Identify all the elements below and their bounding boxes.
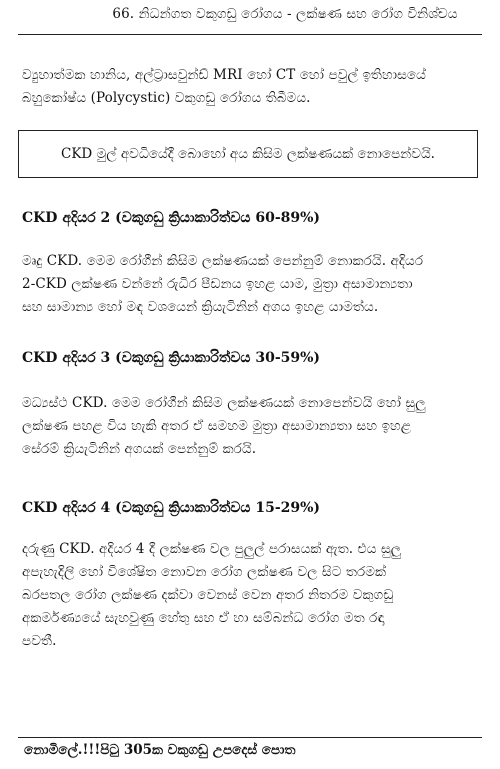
stage-4-line-2: අපැහැදිලි හෝ විශේෂිත නොවන රෝග ලක්ෂණ වල සිට තරමක් (22, 564, 387, 580)
stage-3-paragraph (22, 392, 474, 461)
stage-3-line-1: මධ්‍යස්ථ CKD. මෙම රෝගීන් කිසිම ලක්ෂණයක් නොපෙන්වයි හෝ සුලු (22, 395, 426, 411)
header-divider (18, 34, 482, 35)
stage-4-line-3: බරපතල රෝග ලක්ෂණ දක්වා වෙනස් වෙන අතර නිතරම වකුගඩු (22, 587, 394, 603)
stage-2-line-3: සහ සාමාන්‍ය හෝ මඳ වශයෙන් ක්‍රියැටිනින් අගය ඉහළ යාමත්ය. (22, 299, 379, 315)
stage-2-paragraph (22, 250, 474, 319)
stage-4-line-4: අකර්මණ්‍යයේ සැහවුණු හේතු සහ ඒ හා සම්බන්ධ රෝග මත රඳා (22, 610, 385, 626)
intro-paragraph (22, 64, 474, 110)
stage-3-line-2: ලක්ෂණ පහළ විය හැකි අතර ඒ සමහම මුත්‍රා අසාමාන්‍යතා සහ ඉහළ (22, 418, 412, 434)
callout-box (18, 130, 478, 178)
stage-3-line-3: සේරම් ක්‍රියැටිනින් අගයක් පෙන්නුම් කරයි. (22, 441, 257, 457)
page-footer: නොමිලේ.!!!පිටු 305ක වකුගඩු උපදෙස් පොත (24, 742, 296, 758)
footer-divider (18, 737, 482, 738)
stage-2-line-2: 2-CKD ලක්ෂණ වන්නේ රුධිර පීඩනය ඉහළ යාම, මුත්‍රා අසාමාන්‍යතා (22, 276, 413, 292)
stage-3-heading: CKD අදියර 3 (වකුගඩු ක්‍රියාකාරිත්වය 30-59%) (22, 350, 321, 366)
stage-4-line-5: පවතී. (22, 633, 57, 649)
stage-4-line-1: දරුණු CKD. අදියර 4 දී ලක්ෂණ වල පුලුල් පරාසයක් ඇත. එය සුලු (22, 541, 402, 557)
stage-4-paragraph (22, 538, 474, 653)
intro-line-1: ව්‍යුහාත්මක හානිය, අල්ට්‍රාසවුන්ඩ් MRI හෝ CT හෝ පවුල් ඉතිහාසයේ (22, 67, 426, 83)
intro-line-2: බහුකෝෂ්ය (Polycystic) වකුගඩු රෝගය තිබීමය. (22, 90, 311, 106)
stage-2-heading: CKD අදියර 2 (වකුගඩු ක්‍රියාකාරිත්වය 60-89%) (22, 210, 321, 226)
callout-text: CKD මුල් අවධියේදී බොහෝ අය කිසිම ලක්ෂණයක් නොපෙන්වයි. (61, 146, 435, 162)
stage-4-heading: CKD අදියර 4 (වකුගඩු ක්‍රියාකාරිත්වය 15-29%) (22, 500, 321, 516)
stage-2-line-1: මෘදු CKD. මෙම රෝගීන් කිසිම ලක්ෂණයක් පෙන්නුම් නොකරයි. අදියර (22, 253, 424, 269)
page-header: 66. නිධන්ගත වකුගඩු රෝගය - ලක්ෂණ සහ රෝග විනිශ්චය (112, 6, 458, 22)
